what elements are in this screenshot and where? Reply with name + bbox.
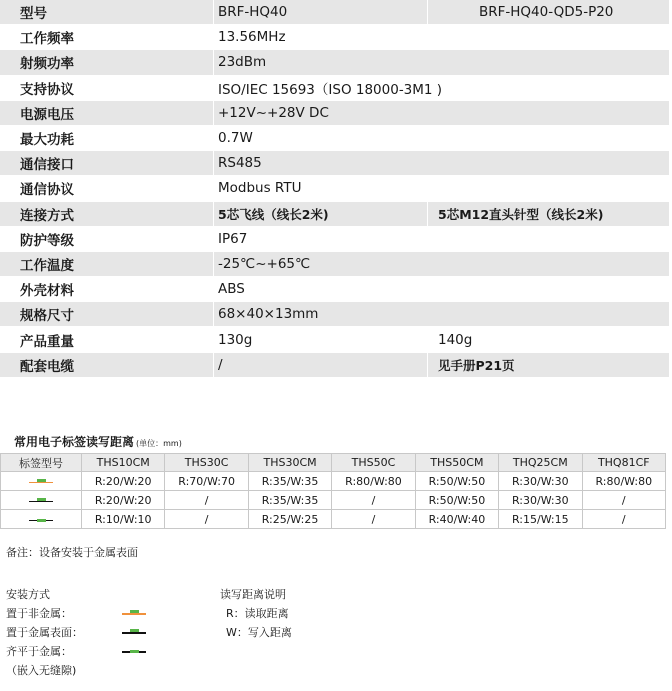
spec-value: 0.7W bbox=[214, 126, 670, 150]
distance-title bbox=[14, 433, 182, 450]
table-row bbox=[1, 491, 666, 510]
spec-value: ABS bbox=[214, 277, 670, 301]
table-cell: R:15/W:15 bbox=[499, 510, 582, 529]
distance-title-text: 常用电子标签读写距离 bbox=[14, 435, 135, 449]
table-cell: / bbox=[165, 510, 248, 529]
install-legend-label: 置于金属表面： bbox=[6, 626, 83, 639]
rw-legend-title: 读写距离说明 bbox=[220, 588, 286, 601]
spec-label: 防护等级 bbox=[0, 227, 214, 251]
tag-icon-cell bbox=[1, 491, 82, 510]
spec-value: Modbus RTU bbox=[214, 176, 670, 200]
spec-label: 规格尺寸 bbox=[0, 302, 214, 326]
table-cell: R:40/W:40 bbox=[415, 510, 498, 529]
spec-row bbox=[0, 202, 670, 227]
spec-row bbox=[0, 327, 670, 352]
spec-value-2: 140g bbox=[428, 327, 670, 351]
spec-value-2: 见手册P21页 bbox=[428, 353, 670, 377]
table-row bbox=[1, 510, 666, 529]
table-cell: R:25/W:25 bbox=[248, 510, 331, 529]
spec-model-1: BRF-HQ40 bbox=[214, 0, 428, 24]
spec-header-row bbox=[0, 0, 670, 25]
spec-model-2: BRF-HQ40-QD5-P20 bbox=[428, 0, 670, 24]
spec-label: 产品重量 bbox=[0, 327, 214, 351]
spec-label: 连接方式 bbox=[0, 202, 214, 226]
spec-value-1: 5芯飞线（线长2米) bbox=[214, 202, 428, 226]
spec-label: 通信接口 bbox=[0, 151, 214, 175]
spec-value-2: 5芯M12直头针型（线长2米) bbox=[428, 202, 670, 226]
column-header: THS10CM bbox=[82, 454, 165, 472]
rw-legend-item: W：写入距离 bbox=[226, 626, 292, 639]
spec-row bbox=[0, 277, 670, 302]
spec-row bbox=[0, 252, 670, 277]
spec-row bbox=[0, 151, 670, 176]
tag-on-metal-icon bbox=[29, 497, 53, 505]
spec-row bbox=[0, 50, 670, 75]
tag-on-nonmetal-icon bbox=[29, 478, 53, 486]
column-header: THS30C bbox=[165, 454, 248, 472]
spec-value-1: 130g bbox=[214, 327, 428, 351]
spec-value: -25℃~+65℃ bbox=[214, 252, 670, 276]
spec-row bbox=[0, 176, 670, 201]
table-cell: R:80/W:80 bbox=[332, 472, 415, 491]
tag-icon-cell bbox=[1, 472, 82, 491]
spec-value: RS485 bbox=[214, 151, 670, 175]
spec-value: ISO/IEC 15693（ISO 18000-3M1 ) bbox=[214, 76, 670, 100]
table-cell: R:30/W:30 bbox=[499, 472, 582, 491]
table-row bbox=[1, 472, 666, 491]
spec-value-1: / bbox=[214, 353, 428, 377]
table-cell: R:20/W:20 bbox=[82, 491, 165, 510]
spec-value: 13.56MHz bbox=[214, 25, 670, 49]
spec-label: 通信协议 bbox=[0, 176, 214, 200]
distance-unit: (单位：mm) bbox=[136, 439, 182, 448]
install-legend-label: 置于非金属： bbox=[6, 607, 72, 620]
table-cell: R:35/W:35 bbox=[248, 491, 331, 510]
column-header: THS30CM bbox=[248, 454, 331, 472]
table-cell: / bbox=[332, 510, 415, 529]
install-legend-item bbox=[6, 642, 83, 661]
table-cell: R:10/W:10 bbox=[82, 510, 165, 529]
column-header: THS50CM bbox=[415, 454, 498, 472]
column-header: THQ81CF bbox=[582, 454, 665, 472]
spec-row bbox=[0, 353, 670, 378]
install-legend-title: 安装方式 bbox=[6, 588, 50, 601]
table-cell: R:35/W:35 bbox=[248, 472, 331, 491]
install-legend-extra: （嵌入无缝隙) bbox=[6, 664, 77, 677]
table-cell: / bbox=[332, 491, 415, 510]
column-header: THS50C bbox=[332, 454, 415, 472]
tag-flush-metal-icon bbox=[29, 516, 53, 524]
spec-label: 最大功耗 bbox=[0, 126, 214, 150]
spec-value: IP67 bbox=[214, 227, 670, 251]
spec-row bbox=[0, 76, 670, 101]
spec-label: 配套电缆 bbox=[0, 353, 214, 377]
install-legend-item bbox=[6, 623, 83, 642]
spec-label: 支持协议 bbox=[0, 76, 214, 100]
tag-flush-metal-icon bbox=[122, 647, 146, 655]
column-header: 标签型号 bbox=[1, 454, 82, 472]
spec-value: 68×40×13mm bbox=[214, 302, 670, 326]
install-legend-item bbox=[6, 604, 83, 623]
spec-row bbox=[0, 126, 670, 151]
tag-on-metal-icon bbox=[122, 628, 146, 636]
spec-label: 外壳材料 bbox=[0, 277, 214, 301]
spec-value: +12V~+28V DC bbox=[214, 101, 670, 125]
spec-row bbox=[0, 25, 670, 50]
table-cell: R:30/W:30 bbox=[499, 491, 582, 510]
spec-label: 射频功率 bbox=[0, 50, 214, 74]
spec-label: 工作温度 bbox=[0, 252, 214, 276]
table-cell: / bbox=[582, 491, 665, 510]
install-legend-label: 齐平于金属： bbox=[6, 645, 72, 658]
distance-table bbox=[0, 453, 666, 529]
spec-row bbox=[0, 227, 670, 252]
spec-label: 电源电压 bbox=[0, 101, 214, 125]
spec-row bbox=[0, 302, 670, 327]
spec-value: 23dBm bbox=[214, 50, 670, 74]
table-cell: / bbox=[165, 491, 248, 510]
table-cell: R:50/W:50 bbox=[415, 472, 498, 491]
table-cell: / bbox=[582, 510, 665, 529]
table-cell: R:80/W:80 bbox=[582, 472, 665, 491]
table-cell: R:70/W:70 bbox=[165, 472, 248, 491]
tag-on-nonmetal-icon bbox=[122, 609, 146, 617]
table-cell: R:20/W:20 bbox=[82, 472, 165, 491]
spec-label: 型号 bbox=[0, 0, 214, 24]
column-header: THQ25CM bbox=[499, 454, 582, 472]
spec-row bbox=[0, 101, 670, 126]
spec-label: 工作频率 bbox=[0, 25, 214, 49]
note-text: 备注：设备安装于金属表面 bbox=[6, 546, 138, 559]
table-cell: R:50/W:50 bbox=[415, 491, 498, 510]
rw-legend bbox=[220, 585, 292, 642]
rw-legend-item: R：读取距离 bbox=[226, 607, 289, 620]
distance-header-row bbox=[1, 454, 666, 472]
install-legend bbox=[6, 585, 83, 680]
tag-icon-cell bbox=[1, 510, 82, 529]
